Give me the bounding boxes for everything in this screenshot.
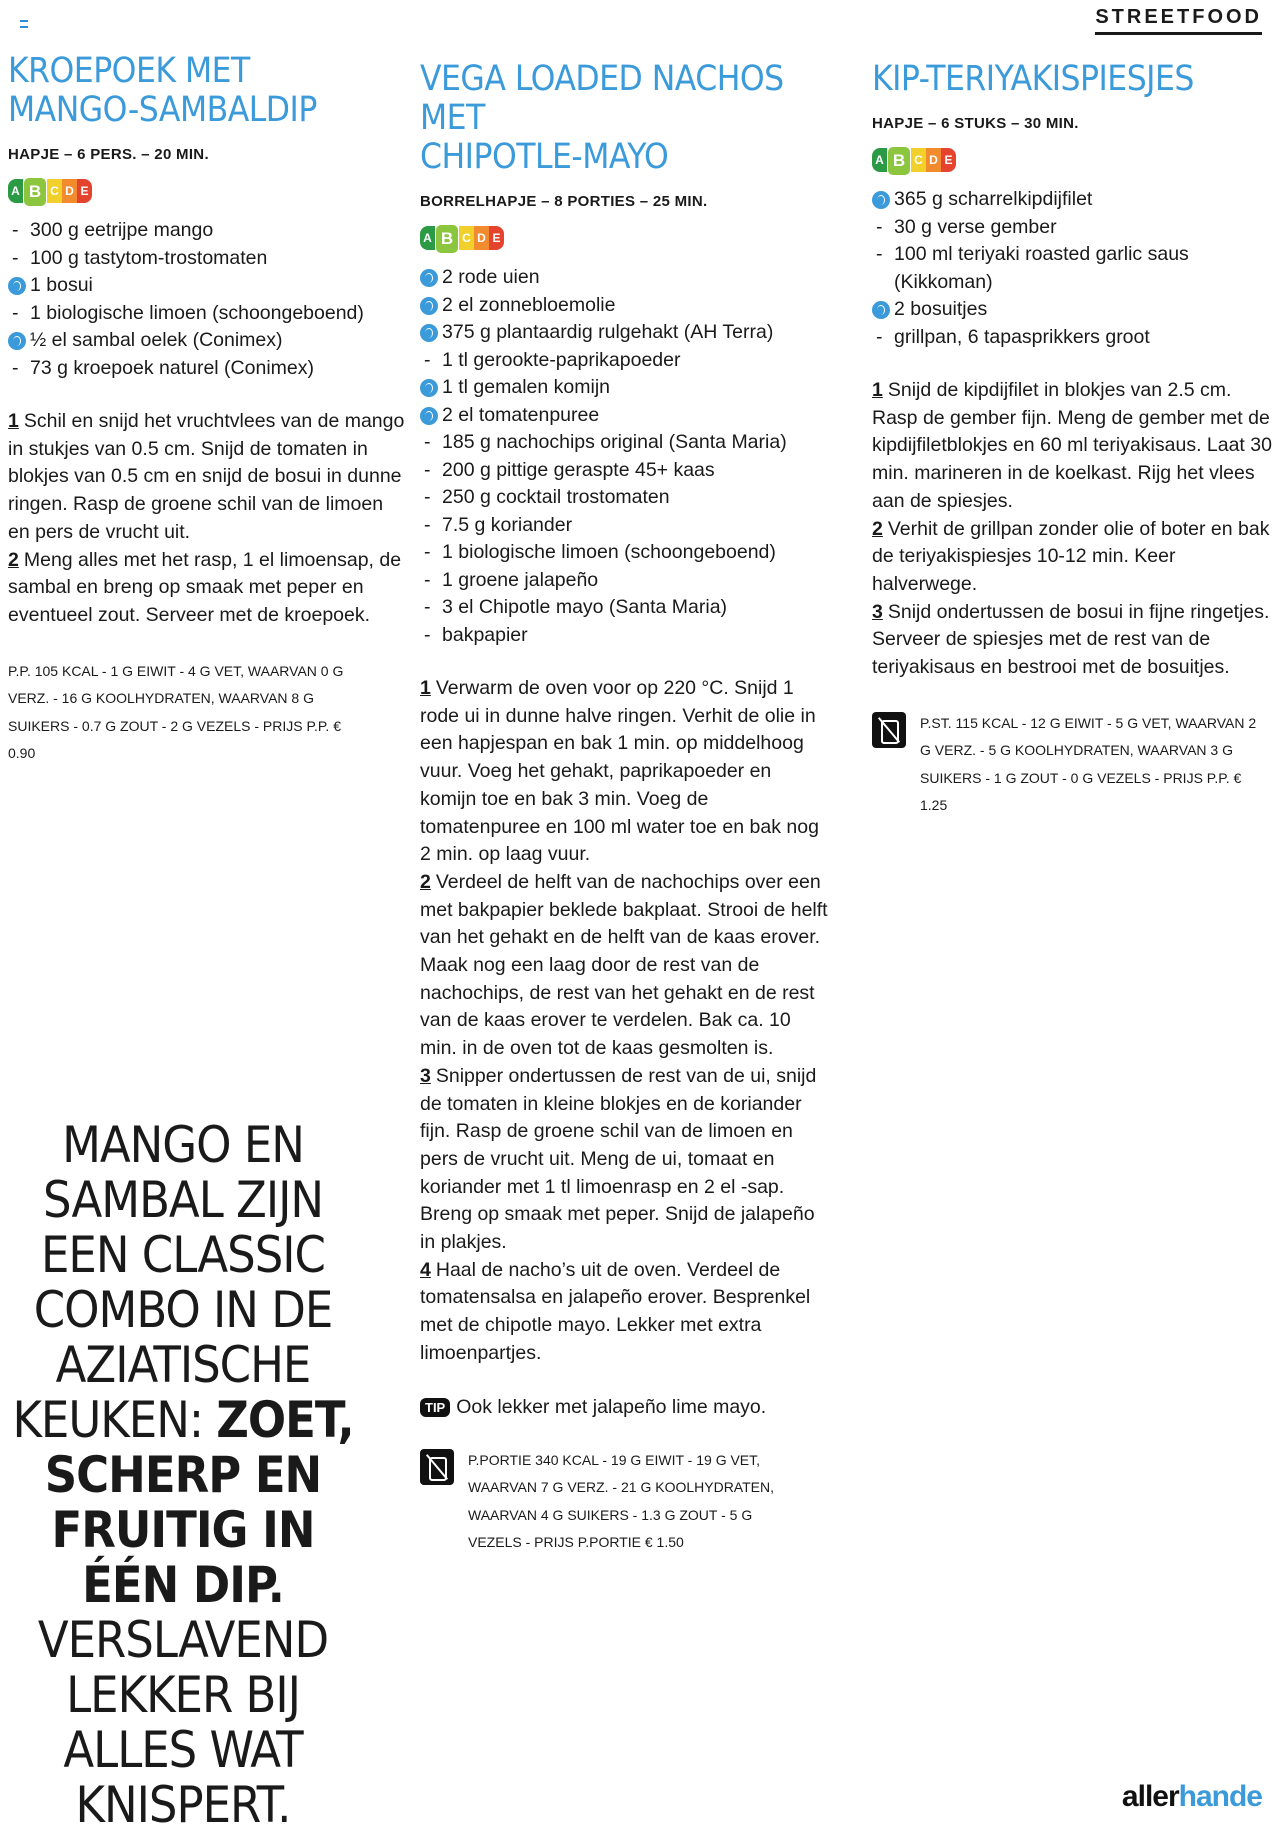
nutri-letter: C (911, 148, 926, 172)
ingredient-item (420, 347, 830, 375)
vegetable-icon (8, 332, 26, 350)
ingredient-list (8, 217, 408, 382)
ingredient-text: 2 el tomatenpuree (442, 403, 600, 426)
ingredient-text: 1 biologische limoen (schoongeboend) (30, 301, 364, 324)
nutri-letter: C (459, 226, 474, 250)
ingredient-item (8, 217, 408, 245)
ingredient-item (420, 319, 830, 347)
ingredient-text: bakpapier (442, 623, 528, 646)
ingredient-item (872, 296, 1272, 324)
step-text: Schil en snijd het vruchtvlees van de mango in stukjes van 0.5 cm. Snijd de tomaten in blokjes van 0.5 cm en snijd de bosui in dunne ringen. Rasp de groene schil van de limoen en pers de vrucht uit. (8, 410, 405, 543)
recipe-step (872, 599, 1272, 682)
step-text: Verdeel de helft van de nachochips over een met bakpapier beklede bakplaat. Strooi de helft van het gehakt en de helft van de kaas erover. Maak nog een laag door de rest van de nachochips, de rest van het gehakt en de rest van de kaas erover te verdelen. Bak ca. 10 min. in de oven tot de kaas gesmolten is. (420, 870, 828, 1060)
ingredient-text: 200 g pittige geraspte 45+ kaas (442, 458, 715, 481)
step-number: 3 (872, 600, 883, 623)
recipe-step (8, 408, 408, 547)
recipe-title (8, 52, 408, 130)
quote-part: MANGO EN SAMBAL ZIJN EEN CLASSIC COMBO IN DE AZIATISCHE KEUKEN: (12, 1116, 333, 1449)
ingredient-item (420, 402, 830, 430)
recipe-step (420, 675, 830, 869)
vegetable-icon (420, 297, 438, 315)
recipe-step (8, 547, 408, 630)
nutrition-info: P.P. 105 KCAL - 1 G EIWIT - 4 G VET, WAARVAN 0 G VERZ. - 16 G KOOLHYDRATEN, WAARVAN 8 G SUIKERS - 0.7 G ZOUT - 2 G VEZELS - PRIJS P.P. € 0.90 (8, 662, 344, 762)
ingredient-item (872, 214, 1272, 242)
ingredient-list (872, 186, 1272, 351)
step-number: 2 (420, 870, 431, 893)
ingredient-text: 250 g cocktail trostomaten (442, 486, 670, 508)
nutri-letter: D (474, 226, 489, 250)
ingredient-item (420, 567, 830, 595)
nutri-letter: E (77, 179, 92, 203)
recipe-title (420, 60, 830, 177)
quote-emphasis: ZOET, SCHERP EN FRUITIG IN ÉÉN DIP. (44, 1391, 354, 1614)
ingredient-text: ½ el sambal oelek (Conimex) (30, 329, 283, 351)
recipe-step (420, 869, 830, 1063)
vegetable-icon (8, 277, 26, 295)
tip-text: Ook lekker met jalapeño lime mayo. (456, 1395, 767, 1418)
ingredient-item (872, 324, 1272, 352)
title-line: KIP-TERIYAKISPIESJES (872, 59, 1194, 99)
nutri-score-badge (420, 224, 830, 252)
nutrition-row (420, 1447, 830, 1557)
recipe-nachos (420, 60, 830, 1557)
recipe-kip-teriyaki (872, 60, 1272, 820)
ingredient-text: 2 bosuitjes (894, 298, 988, 320)
ingredient-item (420, 264, 830, 292)
ingredient-text: 2 el zonnebloemolie (442, 293, 616, 316)
vegetable-icon (872, 191, 890, 209)
ingredient-text: 1 biologische limoen (schoongeboend) (442, 541, 776, 563)
ingredient-text: 100 g tastytom-trostomaten (30, 246, 268, 269)
nutri-letter: D (62, 179, 77, 203)
nutri-letter: A (872, 148, 887, 172)
vegetable-icon (420, 324, 438, 342)
ingredient-item (420, 622, 830, 650)
nutri-score-badge (8, 177, 408, 205)
step-number: 4 (420, 1258, 431, 1281)
nutrition-info: P.PORTIE 340 KCAL - 19 G EIWIT - 19 G VET, WAARVAN 7 G VERZ. - 21 G KOOLHYDRATEN, WAARVAN 4 G SUIKERS - 1.3 G ZOUT - 5 G VEZELS - PRIJS P.PORTIE € 1.50 (468, 1451, 774, 1551)
step-text: Snijd ondertussen de bosui in fijne ringetjes. Serveer de spiesjes met de rest van de teriyakisaus en bestrooi met de bosuitjes. (872, 600, 1270, 679)
ingredient-text: 30 g verse gember (894, 215, 1057, 238)
ingredient-item (872, 186, 1272, 214)
ingredient-item (420, 292, 830, 320)
nutri-letter: B (887, 146, 911, 176)
ingredient-item (872, 241, 1272, 269)
logo-part: aller (1121, 1780, 1179, 1813)
vegetable-icon (420, 379, 438, 397)
ingredient-item (420, 429, 830, 457)
recipe-step (872, 377, 1272, 516)
nutri-letter: A (8, 179, 23, 203)
section-label: STREETFOOD (1095, 6, 1262, 35)
ingredient-text: 3 el Chipotle mayo (Santa Maria) (442, 596, 728, 618)
step-number: 3 (420, 1064, 431, 1087)
ingredient-text: 365 g scharrelkipdijfilet (894, 188, 1093, 210)
ingredient-text: 2 rode uien (442, 266, 540, 288)
nutrition-info: P.ST. 115 KCAL - 12 G EIWIT - 5 G VET, WAARVAN 2 G VERZ. - 5 G KOOLHYDRATEN, WAARVAN 3 G SUIKERS - 1 G ZOUT - 0 G VEZELS - PRIJS P.P. € 1.25 (920, 714, 1257, 814)
ingredient-item (8, 272, 408, 300)
recipe-step (420, 1063, 830, 1257)
recipe-title (872, 60, 1272, 99)
step-text: Meng alles met het rasp, 1 el limoensap, de sambal en breng op smaak met peper en eventueel zout. Serveer met de kroepoek. (8, 548, 402, 626)
step-number: 1 (8, 410, 19, 432)
ingredient-text: 7.5 g koriander (442, 513, 573, 536)
nutri-letter: B (435, 224, 459, 254)
ingredient-item (420, 539, 830, 567)
vegetable-icon (420, 269, 438, 287)
ingredient-item (8, 300, 408, 328)
ingredient-item (8, 327, 408, 355)
step-text: Verwarm de oven voor op 220 °C. Snijd 1 rode ui in dunne halve ringen. Verhit de olie in een hapjespan en bak 1 min. op middelhoog vuur. Voeg het gehakt, paprikapoeder en komijn toe en bak 3 min. Voeg de tomatenpuree en 100 ml water toe en bak nog 2 min. op laag vuur. (420, 677, 819, 866)
ingredient-text: 73 g kroepoek naturel (Conimex) (30, 356, 314, 379)
recipe-meta: HAPJE – 6 PERS. – 20 MIN. (8, 146, 209, 163)
recipe-meta: HAPJE – 6 STUKS – 30 MIN. (872, 115, 1079, 132)
step-text: Verhit de grillpan zonder olie of boter en bak de teriyakispiesjes 10-12 min. Keer halverwege. (872, 517, 1270, 595)
ingredient-text: 185 g nachochips original (Santa Maria) (442, 431, 787, 453)
recipe-steps (872, 377, 1272, 682)
nutri-letter: B (23, 177, 47, 207)
ingredient-text: 1 bosui (30, 274, 93, 296)
logo-part: hande (1178, 1780, 1262, 1813)
tip-badge: TIP (420, 1398, 450, 1417)
menu-icon (20, 20, 28, 28)
gluten-free-icon (420, 1449, 454, 1485)
ingredient-item (420, 484, 830, 512)
nutri-letter: E (489, 226, 504, 250)
recipe-step (872, 516, 1272, 599)
recipe-steps (8, 408, 408, 630)
recipe-kroepoek (8, 52, 408, 768)
recipe-meta: BORRELHAPJE – 8 PORTIES – 25 MIN. (420, 193, 708, 210)
ingredient-item (8, 355, 408, 383)
nutri-letter: E (941, 148, 956, 172)
lactose-free-icon (872, 712, 906, 748)
nutri-letter: C (47, 179, 62, 203)
recipe-steps (420, 675, 830, 1368)
step-text: Snijd de kipdijfilet in blokjes van 2.5 cm. Rasp de gember fijn. Meng de gember met de kipdijfiletblokjes en 60 ml teriyakisaus. Laat 30 min. marineren in de koelkast. Rijg het vlees aan de spiesjes. (872, 379, 1272, 512)
title-line: CHIPOTLE-MAYO (420, 137, 669, 177)
ingredient-text: grillpan, 6 tapasprikkers groot (894, 325, 1150, 348)
vegetable-icon (872, 301, 890, 319)
vegetable-icon (420, 407, 438, 425)
ingredient-text: 1 groene jalapeño (442, 568, 599, 591)
ingredient-text: (Kikkoman) (894, 270, 993, 293)
step-text: Snipper ondertussen de rest van de ui, snijd de tomaten in kleine blokjes en de koriander fijn. Rasp de groene schil van de limoen en pers de vrucht uit. Meng de ui, tomaat en koriander met 1 tl limoenrasp en 2 el -sap. Breng op smaak met peper. Snijd de jalapeño in plakjes. (420, 1064, 817, 1254)
ingredient-item (8, 245, 408, 273)
title-line: VEGA LOADED NACHOS MET (420, 59, 784, 138)
step-number: 1 (420, 677, 431, 699)
step-text: Haal de nacho’s uit de oven. Verdeel de tomatensalsa en jalapeño erover. Besprenkel met de chipotle mayo. Lekker met extra limoenpartjes. (420, 1258, 811, 1364)
quote-part: VERSLAVEND LEKKER BIJ ALLES WAT KNISPERT. (37, 1611, 329, 1834)
ingredient-item (420, 512, 830, 540)
ingredient-text: 1 tl gemalen komijn (442, 376, 610, 398)
title-line: MANGO-SAMBALDIP (8, 90, 317, 130)
tip (420, 1396, 830, 1419)
pull-quote (8, 1118, 358, 1833)
recipe-step (420, 1257, 830, 1368)
nutrition-row (872, 710, 1272, 820)
nutri-score-badge (872, 146, 1272, 174)
allerhande-logo (1122, 1780, 1262, 1814)
step-number: 1 (872, 379, 883, 401)
ingredient-text: 300 g eetrijpe mango (30, 219, 214, 241)
title-line: KROEPOEK MET (8, 51, 250, 91)
ingredient-item (420, 374, 830, 402)
ingredient-text: 1 tl gerookte-paprikapoeder (442, 348, 681, 371)
ingredient-item (872, 269, 1272, 297)
ingredient-item (420, 457, 830, 485)
step-number: 2 (872, 517, 883, 540)
ingredient-text: 100 ml teriyaki roasted garlic saus (894, 243, 1189, 265)
step-number: 2 (8, 548, 19, 571)
ingredient-list (420, 264, 830, 649)
nutri-letter: A (420, 226, 435, 250)
ingredient-item (420, 594, 830, 622)
ingredient-text: 375 g plantaardig rulgehakt (AH Terra) (442, 321, 774, 343)
nutri-letter: D (926, 148, 941, 172)
